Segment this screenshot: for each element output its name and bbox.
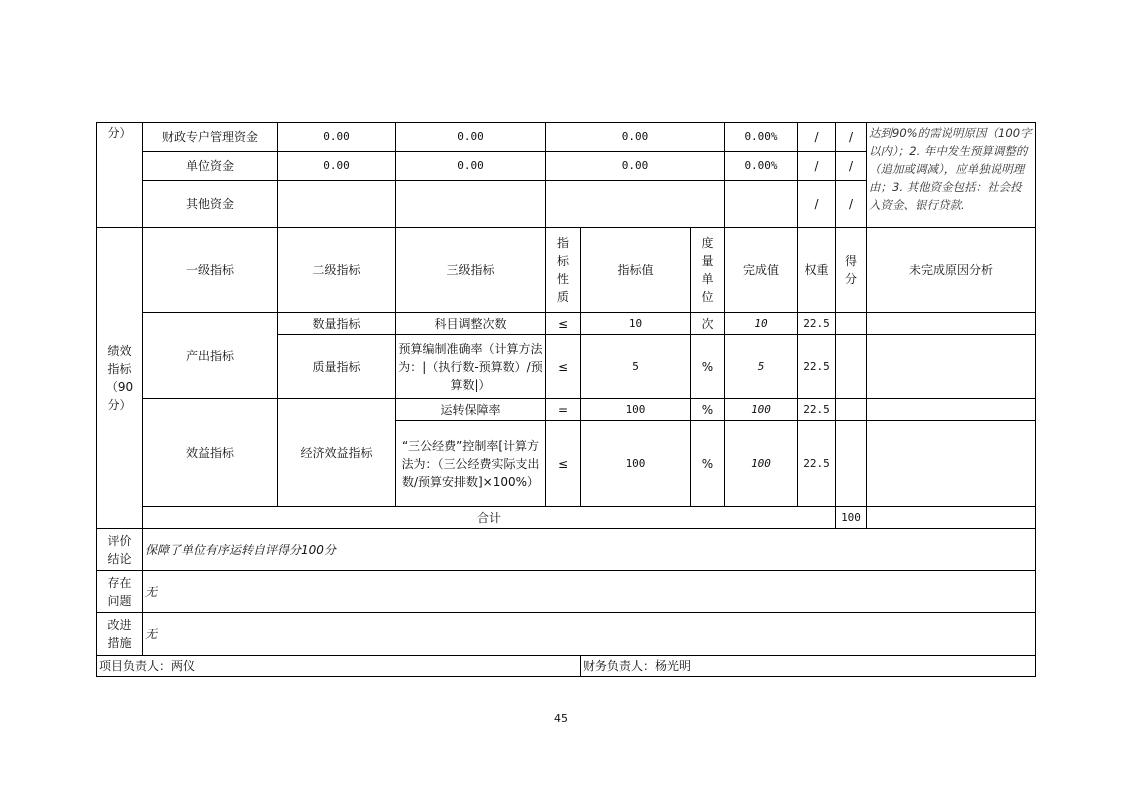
indicator-value: 100 bbox=[581, 421, 691, 507]
header-level1: 一级指标 bbox=[143, 228, 278, 313]
indicator-level2: 数量指标 bbox=[278, 313, 396, 335]
fund-rate: 0.00% bbox=[725, 123, 798, 152]
indicator-actual: 100 bbox=[725, 399, 798, 421]
indicator-reason bbox=[867, 421, 1036, 507]
problems-row bbox=[97, 571, 1036, 613]
fund-rate bbox=[725, 181, 798, 228]
fund-name: 其他资金 bbox=[143, 181, 278, 228]
fund-row bbox=[97, 123, 1036, 152]
indicator-reason bbox=[867, 335, 1036, 399]
total-score bbox=[867, 507, 1036, 529]
indicator-unit: 次 bbox=[691, 313, 725, 335]
total-row bbox=[97, 507, 1036, 529]
indicator-level2: 经济效益指标 bbox=[278, 399, 396, 507]
problems-label: 存在 问题 bbox=[97, 571, 143, 613]
fund-rate: 0.00% bbox=[725, 152, 798, 181]
indicator-actual: 5 bbox=[725, 335, 798, 399]
indicator-weight: 22.5 bbox=[798, 421, 836, 507]
indicator-value: 10 bbox=[581, 313, 691, 335]
evaluation-row bbox=[97, 529, 1036, 571]
indicator-actual: 10 bbox=[725, 313, 798, 335]
header-nature: 指 标 性 质 bbox=[546, 228, 581, 313]
evaluation-text: 保障了单位有序运转自评得分100分 bbox=[143, 529, 1036, 571]
header-level3: 三级指标 bbox=[396, 228, 546, 313]
header-unit: 度 量 单 位 bbox=[691, 228, 725, 313]
improvements-label: 改进 措施 bbox=[97, 613, 143, 656]
fund-name: 财政专户管理资金 bbox=[143, 123, 278, 152]
indicator-score bbox=[836, 399, 867, 421]
total-weight: 100 bbox=[836, 507, 867, 529]
fund-slash: / bbox=[836, 152, 867, 181]
indicator-reason bbox=[867, 399, 1036, 421]
indicator-weight: 22.5 bbox=[798, 313, 836, 335]
header-actual: 完成值 bbox=[725, 228, 798, 313]
fund-value: 0.00 bbox=[396, 123, 546, 152]
indicator-level3: 运转保障率 bbox=[396, 399, 546, 421]
problems-text: 无 bbox=[143, 571, 1036, 613]
header-level2: 二级指标 bbox=[278, 228, 396, 313]
indicator-level3: 预算编制准确率（计算方法为：|（执行数-预算数）/预算数|） bbox=[396, 335, 546, 399]
header-weight: 权重 bbox=[798, 228, 836, 313]
indicator-weight: 22.5 bbox=[798, 399, 836, 421]
indicator-reason bbox=[867, 313, 1036, 335]
fund-value bbox=[396, 181, 546, 228]
header-value: 指标值 bbox=[581, 228, 691, 313]
page-number: 45 bbox=[554, 712, 568, 725]
fund-note: 达到90%的需说明原因（100字以内）；2. 年中发生预算调整的（追加或调减），应单独说明理由；3. 其他资金包括：社会投入资金、银行贷款. bbox=[867, 123, 1036, 228]
output-group-label: 产出指标 bbox=[143, 313, 278, 399]
total-label: 合计 bbox=[143, 507, 836, 529]
indicator-actual: 100 bbox=[725, 421, 798, 507]
fund-value: 0.00 bbox=[546, 152, 725, 181]
indicator-nature: ≤ bbox=[546, 313, 581, 335]
finance-lead: 财务负责人：杨光明 bbox=[581, 656, 1036, 677]
evaluation-label: 评价 结论 bbox=[97, 529, 143, 571]
fund-slash: / bbox=[836, 123, 867, 152]
fund-slash: / bbox=[798, 152, 836, 181]
indicator-value: 5 bbox=[581, 335, 691, 399]
indicator-weight: 22.5 bbox=[798, 335, 836, 399]
fund-value: 0.00 bbox=[396, 152, 546, 181]
improvements-row bbox=[97, 613, 1036, 656]
fund-value bbox=[546, 181, 725, 228]
fund-slash: / bbox=[836, 181, 867, 228]
indicator-level2: 质量指标 bbox=[278, 335, 396, 399]
header-reason: 未完成原因分析 bbox=[867, 228, 1036, 313]
indicator-score bbox=[836, 313, 867, 335]
indicator-nature: ≤ bbox=[546, 335, 581, 399]
indicator-score bbox=[836, 335, 867, 399]
fund-value: 0.00 bbox=[546, 123, 725, 152]
benefit-group-label: 效益指标 bbox=[143, 399, 278, 507]
indicator-nature: ≤ bbox=[546, 421, 581, 507]
fund-slash: / bbox=[798, 123, 836, 152]
indicator-unit: % bbox=[691, 399, 725, 421]
indicator-row bbox=[97, 313, 1036, 335]
performance-evaluation-table bbox=[96, 122, 1036, 677]
indicator-level3: 科目调整次数 bbox=[396, 313, 546, 335]
performance-header-row bbox=[97, 228, 1036, 313]
signature-row bbox=[97, 656, 1036, 677]
indicator-nature: = bbox=[546, 399, 581, 421]
fund-name: 单位资金 bbox=[143, 152, 278, 181]
indicator-value: 100 bbox=[581, 399, 691, 421]
fund-section-label: 分） bbox=[97, 123, 143, 228]
fund-value bbox=[278, 181, 396, 228]
indicator-score bbox=[836, 421, 867, 507]
fund-value: 0.00 bbox=[278, 152, 396, 181]
project-lead: 项目负责人：两仪 bbox=[97, 656, 581, 677]
indicator-unit: % bbox=[691, 335, 725, 399]
header-score: 得 分 bbox=[836, 228, 867, 313]
fund-slash: / bbox=[798, 181, 836, 228]
improvements-text: 无 bbox=[143, 613, 1036, 656]
indicator-unit: % bbox=[691, 421, 725, 507]
fund-value: 0.00 bbox=[278, 123, 396, 152]
indicator-level3: “三公经费”控制率[计算方法为：（三公经费实际支出数/预算安排数]×100%） bbox=[396, 421, 546, 507]
performance-section-label: 绩效 指标 （90 分） bbox=[97, 228, 143, 529]
indicator-row bbox=[97, 399, 1036, 421]
